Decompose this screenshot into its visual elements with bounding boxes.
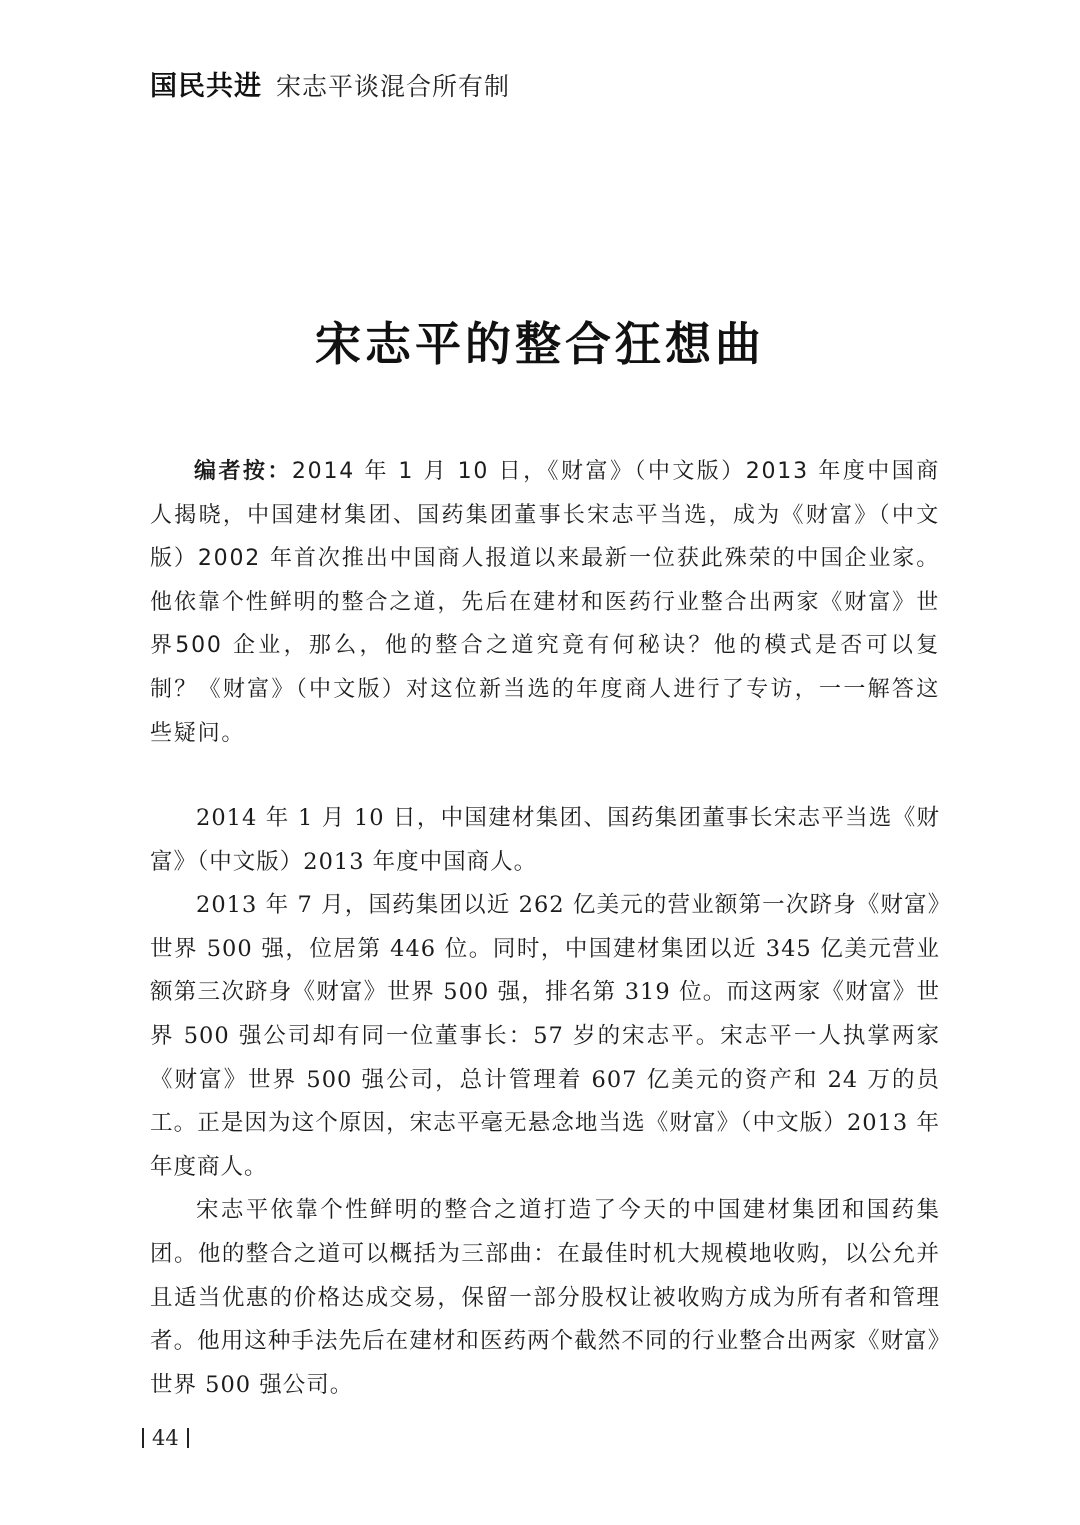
page-number-left-rule [142,1428,144,1448]
editor-note-label: 编者按： [194,459,292,484]
body-paragraph: 2013 年 7 月，国药集团以近 262 亿美元的营业额第一次跻身《财富》世界 500 强，位居第 446 位。同时，中国建材集团以近 345 亿美元营业额第三次跻身《财富》世界 500 强，排名第 319 位。而这两家《财富》世界 500 强公司却有同一位董事长：57 岁的宋志平。宋志平一人执掌两家《财富》世界 500 强公司，总计管理着 607 亿美元的资产和 24 万的员工。正是因为这个原因，宋志平毫无悬念地当选《财富》（中文版）2013 年年度商人。 [150,892,940,1180]
article-body [150,797,940,1407]
book-series-title: 国民共进 [150,71,262,102]
running-header [150,64,510,104]
editor-note-text: 2014 年 1 月 10 日，《财富》（中文版）2013 年度中国商人揭晓，中国建材集团、国药集团董事长宋志平当选，成为《财富》（中文版）2002 年首次推出中国商人报道以来最新一位获此殊荣的中国企业家。他依靠个性鲜明的整合之道，先后在建材和医药行业整合出两家《财富》世界500 企业，那么，他的整合之道究竟有何秘诀？他的模式是否可以复制？《财富》（中文版）对这位新当选的年度商人进行了专访，一一解答这些疑问。 [150,459,941,746]
page-number-right-rule [187,1428,189,1448]
page-number: 44 [152,1426,179,1450]
book-subtitle: 宋志平谈混合所有制 [276,72,511,101]
page-footer [142,1426,189,1450]
body-paragraph: 2014 年 1 月 10 日，中国建材集团、国药集团董事长宋志平当选《财富》（中文版）2013 年度中国商人。 [150,805,940,875]
body-paragraph: 宋志平依靠个性鲜明的整合之道打造了今天的中国建材集团和国药集团。他的整合之道可以概括为三部曲：在最佳时机大规模地收购，以公允并且适当优惠的价格达成交易，保留一部分股权让被收购方成为所有者和管理者。他用这种手法先后在建材和医药两个截然不同的行业整合出两家《财富》世界 500 强公司。 [150,1197,940,1398]
article-title: 宋志平的整合狂想曲 [315,317,765,371]
editor-note [150,450,940,755]
